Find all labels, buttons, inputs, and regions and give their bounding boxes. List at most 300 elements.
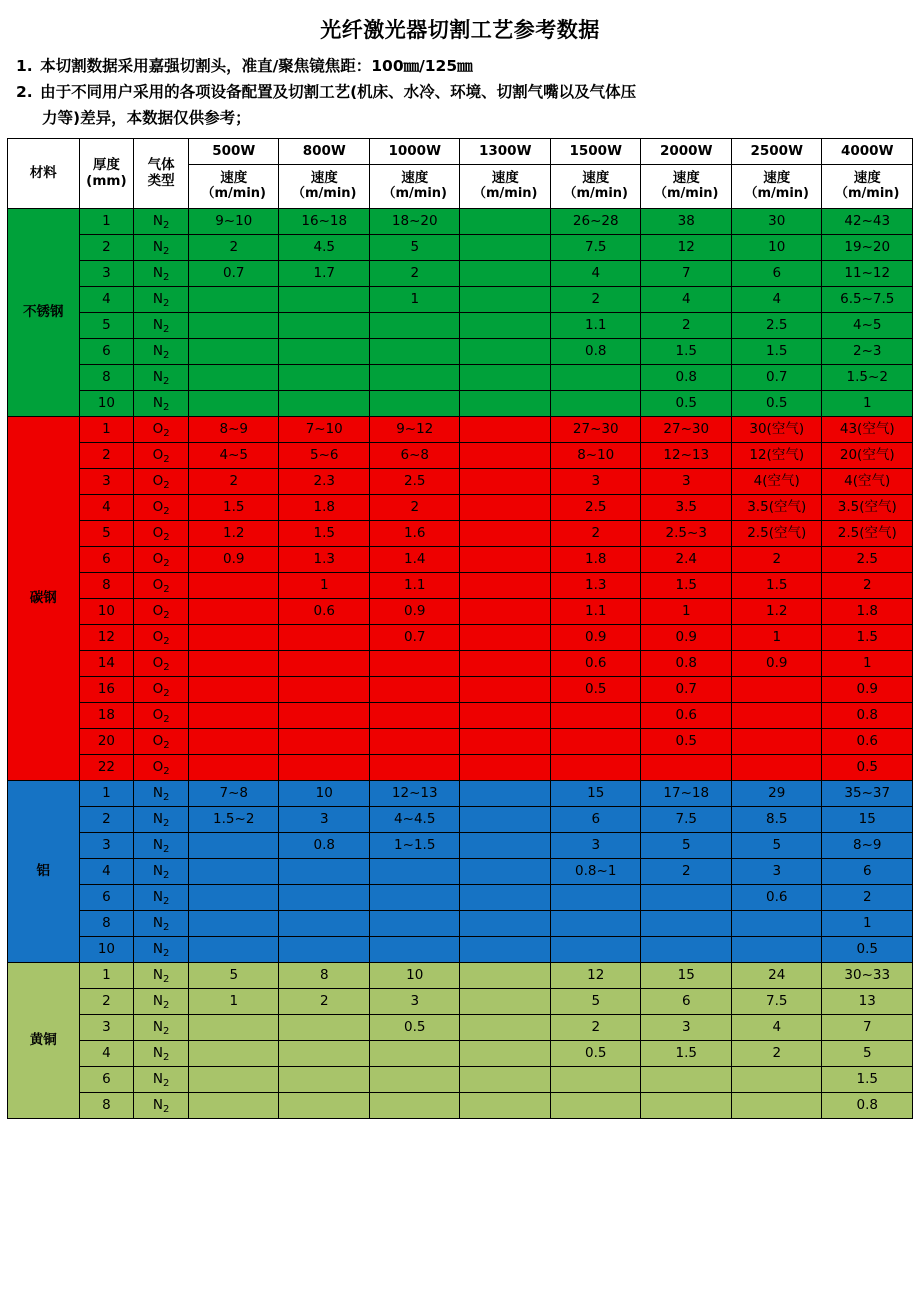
speed-cell-2500w [731,937,822,963]
speed-cell-2000w: 17~18 [641,781,732,807]
header-speed-1300w [460,165,551,209]
speed-cell-1300w [460,755,551,781]
speed-cell-1000w [369,703,460,729]
table-row [8,703,913,729]
speed-cell-1500w: 3 [550,469,641,495]
speed-unit: （m/min) [744,185,809,201]
table-row [8,1041,913,1067]
gas-cell: $N_2$ [134,209,189,235]
speed-cell-500w: 1.2 [188,521,279,547]
speed-cell-500w: 2 [188,235,279,261]
speed-cell-1500w: 2.5 [550,495,641,521]
gas-cell: $O_2$ [134,677,189,703]
speed-cell-2500w: 30(空气) [731,417,822,443]
speed-cell-1000w: 10 [369,963,460,989]
speed-cell-2500w [731,755,822,781]
speed-cell-1000w: 1~1.5 [369,833,460,859]
speed-cell-2000w: 2.5~3 [641,521,732,547]
thickness-cell: 3 [79,833,134,859]
speed-label: 速度 [401,170,429,187]
speed-label: 速度 [672,170,700,187]
speed-cell-4000w: 1.8 [822,599,913,625]
speed-cell-500w [188,1015,279,1041]
speed-cell-500w [188,859,279,885]
speed-cell-1300w [460,651,551,677]
speed-cell-2500w: 4 [731,287,822,313]
speed-cell-2000w [641,937,732,963]
speed-cell-2000w: 5 [641,833,732,859]
speed-cell-4000w: 1.5 [822,625,913,651]
speed-cell-4000w: 0.5 [822,937,913,963]
speed-cell-2000w: 3.5 [641,495,732,521]
speed-cell-1500w: 7.5 [550,235,641,261]
speed-cell-800w: 4.5 [279,235,370,261]
speed-cell-4000w: 7 [822,1015,913,1041]
speed-cell-4000w: 1 [822,391,913,417]
speed-cell-1500w: 0.6 [550,651,641,677]
speed-cell-1000w: 9~12 [369,417,460,443]
gas-cell: $N_2$ [134,391,189,417]
header-power-800w: 800W [279,139,370,165]
speed-cell-1000w: 3 [369,989,460,1015]
speed-cell-2000w: 7 [641,261,732,287]
speed-cell-500w: 5 [188,963,279,989]
speed-cell-800w: 1.7 [279,261,370,287]
speed-cell-500w: 9~10 [188,209,279,235]
thickness-cell: 4 [79,859,134,885]
speed-cell-800w [279,729,370,755]
speed-cell-2500w: 0.7 [731,365,822,391]
table-row [8,729,913,755]
table-row [8,469,913,495]
speed-cell-1500w: 1.1 [550,599,641,625]
speed-cell-1000w: 2.5 [369,469,460,495]
speed-cell-800w: 0.8 [279,833,370,859]
gas-cell: $O_2$ [134,547,189,573]
speed-cell-2500w: 2 [731,1041,822,1067]
speed-cell-1300w [460,1041,551,1067]
speed-cell-2000w: 0.6 [641,703,732,729]
table-row [8,209,913,235]
gas-cell: $N_2$ [134,781,189,807]
gas-cell: $N_2$ [134,1041,189,1067]
speed-cell-2000w: 27~30 [641,417,732,443]
table-row [8,521,913,547]
thickness-cell: 3 [79,469,134,495]
table-row [8,235,913,261]
speed-cell-1500w: 8~10 [550,443,641,469]
speed-cell-2000w: 0.9 [641,625,732,651]
speed-cell-500w: 2 [188,469,279,495]
table-row [8,1015,913,1041]
speed-cell-800w: 0.6 [279,599,370,625]
cutting-parameters-table [7,138,913,1119]
table-row [8,781,913,807]
speed-cell-800w [279,365,370,391]
speed-cell-4000w: 2.5 [822,547,913,573]
speed-cell-500w: 4~5 [188,443,279,469]
note-2-number: 2. [16,83,33,102]
speed-cell-1000w [369,677,460,703]
speed-cell-1300w [460,1067,551,1093]
speed-cell-1300w [460,287,551,313]
speed-cell-1300w [460,989,551,1015]
speed-cell-1500w: 27~30 [550,417,641,443]
speed-cell-2500w [731,677,822,703]
speed-cell-2500w: 6 [731,261,822,287]
speed-label: 速度 [763,170,791,187]
speed-cell-1300w [460,1015,551,1041]
speed-cell-500w [188,677,279,703]
speed-cell-2000w: 1 [641,599,732,625]
table-row [8,573,913,599]
speed-cell-2000w: 4 [641,287,732,313]
gas-cell: $N_2$ [134,365,189,391]
speed-cell-4000w: 6 [822,859,913,885]
thickness-cell: 20 [79,729,134,755]
speed-cell-1500w: 3 [550,833,641,859]
gas-cell: $O_2$ [134,703,189,729]
speed-cell-500w [188,599,279,625]
material-cell: 铝 [8,781,80,963]
speed-cell-2000w: 0.5 [641,729,732,755]
speed-unit: （m/min) [291,185,357,201]
table-row [8,911,913,937]
gas-cell: $O_2$ [134,469,189,495]
gas-cell: $O_2$ [134,573,189,599]
speed-cell-1500w: 2 [550,287,641,313]
speed-cell-4000w: 15 [822,807,913,833]
speed-cell-800w [279,677,370,703]
speed-cell-500w [188,573,279,599]
speed-cell-500w [188,729,279,755]
speed-cell-1500w: 1.3 [550,573,641,599]
notes-block [0,54,920,130]
speed-cell-2000w: 15 [641,963,732,989]
speed-cell-2500w: 2.5(空气) [731,521,822,547]
speed-cell-500w: 1.5 [188,495,279,521]
thickness-cell: 10 [79,391,134,417]
speed-cell-2000w: 1.5 [641,1041,732,1067]
speed-cell-1000w: 2 [369,495,460,521]
speed-cell-500w [188,833,279,859]
speed-cell-4000w: 0.8 [822,703,913,729]
speed-cell-1000w [369,313,460,339]
speed-cell-1300w [460,885,551,911]
thickness-cell: 4 [79,1041,134,1067]
header-speed-2500w [731,165,822,209]
table-row [8,443,913,469]
speed-cell-1000w: 18~20 [369,209,460,235]
speed-cell-2500w: 2 [731,547,822,573]
table-row [8,391,913,417]
gas-cell: $N_2$ [134,807,189,833]
header-speed-800w [279,165,370,209]
gas-cell: $N_2$ [134,963,189,989]
gas-cell: $N_2$ [134,937,189,963]
speed-cell-4000w: 42~43 [822,209,913,235]
speed-cell-4000w: 0.6 [822,729,913,755]
note-2-text: 由于不同用户采用的各项设备配置及切割工艺(机床、水冷、环境、切割气嘴以及气体压 [40,83,637,102]
header-power-500w: 500W [188,139,279,165]
speed-cell-2000w: 0.8 [641,365,732,391]
speed-cell-500w [188,937,279,963]
speed-cell-2500w: 24 [731,963,822,989]
thickness-cell: 1 [79,963,134,989]
speed-cell-2500w: 30 [731,209,822,235]
speed-cell-1000w [369,885,460,911]
speed-cell-500w [188,1041,279,1067]
note-1-text: 本切割数据采用嘉强切割头，准直/聚焦镜焦距：100㎜/125㎜ [40,57,473,75]
speed-cell-2000w: 2 [641,313,732,339]
speed-cell-2000w [641,755,732,781]
speed-cell-1000w: 0.5 [369,1015,460,1041]
speed-cell-1000w [369,859,460,885]
speed-cell-800w: 1 [279,573,370,599]
speed-cell-800w: 2 [279,989,370,1015]
speed-cell-800w [279,1067,370,1093]
speed-unit: （m/min) [563,185,628,201]
speed-cell-1500w [550,885,641,911]
speed-cell-800w [279,313,370,339]
speed-cell-500w [188,703,279,729]
speed-cell-500w [188,287,279,313]
speed-cell-1000w: 1.1 [369,573,460,599]
speed-cell-4000w: 1 [822,651,913,677]
speed-cell-1000w [369,651,460,677]
speed-cell-1500w: 0.9 [550,625,641,651]
thickness-cell: 1 [79,417,134,443]
speed-cell-800w [279,625,370,651]
thickness-cell: 3 [79,1015,134,1041]
speed-cell-4000w: 5 [822,1041,913,1067]
speed-cell-1500w: 2 [550,521,641,547]
thickness-cell: 14 [79,651,134,677]
speed-cell-1300w [460,261,551,287]
speed-cell-1500w: 1.8 [550,547,641,573]
speed-cell-1500w: 6 [550,807,641,833]
header-speed-4000w [822,165,913,209]
speed-cell-1300w [460,339,551,365]
speed-cell-1300w [460,313,551,339]
note-1-number: 1. [16,57,33,75]
thickness-cell: 2 [79,443,134,469]
speed-cell-500w [188,391,279,417]
speed-cell-800w: 8 [279,963,370,989]
speed-cell-800w: 3 [279,807,370,833]
speed-cell-800w [279,651,370,677]
speed-cell-800w [279,287,370,313]
table-row [8,313,913,339]
speed-cell-1500w: 26~28 [550,209,641,235]
speed-cell-2500w: 1 [731,625,822,651]
header-speed-2000w [641,165,732,209]
material-cell: 碳钢 [8,417,80,781]
speed-cell-800w [279,755,370,781]
speed-cell-4000w: 13 [822,989,913,1015]
speed-cell-1000w: 6~8 [369,443,460,469]
speed-cell-800w [279,703,370,729]
thickness-cell: 1 [79,209,134,235]
speed-cell-800w [279,911,370,937]
speed-cell-2000w: 12~13 [641,443,732,469]
speed-cell-1500w [550,937,641,963]
table-row [8,547,913,573]
speed-label: 速度 [582,170,610,187]
speed-cell-1000w: 12~13 [369,781,460,807]
table-row [8,859,913,885]
speed-label: 速度 [491,170,519,187]
thickness-cell: 4 [79,287,134,313]
speed-cell-500w [188,755,279,781]
speed-cell-500w [188,885,279,911]
thickness-cell: 18 [79,703,134,729]
gas-cell: $N_2$ [134,859,189,885]
speed-cell-2500w: 12(空气) [731,443,822,469]
speed-cell-1500w: 12 [550,963,641,989]
gas-cell: $O_2$ [134,625,189,651]
speed-cell-4000w: 30~33 [822,963,913,989]
gas-cell: $N_2$ [134,833,189,859]
speed-cell-800w [279,1041,370,1067]
speed-cell-1000w [369,1093,460,1119]
speed-cell-2500w: 10 [731,235,822,261]
table-row [8,261,913,287]
speed-cell-2500w [731,703,822,729]
header-thickness-line2: (mm) [86,172,127,189]
speed-cell-4000w: 19~20 [822,235,913,261]
speed-cell-1500w [550,1067,641,1093]
speed-cell-1300w [460,963,551,989]
gas-cell: $O_2$ [134,651,189,677]
table-row [8,989,913,1015]
speed-cell-1300w [460,417,551,443]
speed-cell-1300w [460,443,551,469]
speed-cell-2000w: 2.4 [641,547,732,573]
speed-cell-500w [188,313,279,339]
thickness-cell: 8 [79,1093,134,1119]
speed-cell-4000w: 20(空气) [822,443,913,469]
speed-cell-2500w [731,729,822,755]
speed-cell-800w: 5~6 [279,443,370,469]
gas-cell: $N_2$ [134,989,189,1015]
speed-cell-2500w: 3 [731,859,822,885]
thickness-cell: 10 [79,937,134,963]
speed-unit: （m/min) [653,185,719,201]
speed-cell-1300w [460,365,551,391]
header-row-power [8,139,913,165]
speed-cell-2500w [731,911,822,937]
speed-cell-1500w [550,365,641,391]
speed-cell-1500w [550,391,641,417]
gas-cell: $N_2$ [134,1093,189,1119]
speed-cell-1000w: 0.7 [369,625,460,651]
speed-cell-1300w [460,495,551,521]
speed-cell-1000w [369,755,460,781]
speed-cell-1500w [550,703,641,729]
speed-cell-1500w: 2 [550,1015,641,1041]
table-row [8,833,913,859]
speed-cell-1000w [369,365,460,391]
thickness-cell: 16 [79,677,134,703]
thickness-cell: 2 [79,235,134,261]
header-gas-line1: 气体 [147,157,175,174]
thickness-cell: 8 [79,573,134,599]
speed-cell-1300w [460,703,551,729]
speed-cell-1000w [369,937,460,963]
speed-cell-2500w: 7.5 [731,989,822,1015]
header-material: 材料 [8,139,80,209]
speed-cell-500w: 1 [188,989,279,1015]
speed-cell-1300w [460,599,551,625]
note-line-2 [16,80,906,104]
thickness-cell: 12 [79,625,134,651]
speed-cell-800w: 1.5 [279,521,370,547]
table-row [8,1093,913,1119]
header-gas-type [134,139,189,209]
gas-cell: $N_2$ [134,911,189,937]
speed-cell-1000w [369,339,460,365]
gas-cell: $O_2$ [134,599,189,625]
speed-cell-2000w: 0.5 [641,391,732,417]
speed-cell-4000w: 0.5 [822,755,913,781]
speed-cell-800w [279,937,370,963]
gas-cell: $N_2$ [134,313,189,339]
speed-cell-800w [279,1015,370,1041]
speed-cell-4000w: 6.5~7.5 [822,287,913,313]
thickness-cell: 8 [79,911,134,937]
header-thickness [79,139,134,209]
speed-cell-2500w: 4 [731,1015,822,1041]
speed-cell-500w [188,911,279,937]
speed-cell-4000w: 8~9 [822,833,913,859]
speed-cell-1000w [369,1041,460,1067]
speed-cell-800w [279,1093,370,1119]
speed-cell-2500w: 8.5 [731,807,822,833]
header-power-2000w: 2000W [641,139,732,165]
speed-cell-1300w [460,521,551,547]
speed-cell-1300w [460,833,551,859]
header-power-1500w: 1500W [550,139,641,165]
speed-cell-1300w [460,859,551,885]
table-row [8,417,913,443]
speed-cell-4000w: 0.8 [822,1093,913,1119]
material-cell: 不锈钢 [8,209,80,417]
gas-cell: $N_2$ [134,235,189,261]
speed-cell-800w [279,859,370,885]
table-row [8,885,913,911]
gas-cell: $O_2$ [134,417,189,443]
gas-cell: $N_2$ [134,885,189,911]
speed-cell-1000w [369,1067,460,1093]
speed-cell-1500w: 1.1 [550,313,641,339]
speed-cell-2000w [641,885,732,911]
speed-cell-2500w: 0.5 [731,391,822,417]
speed-cell-1500w: 0.8~1 [550,859,641,885]
speed-cell-4000w: 2~3 [822,339,913,365]
speed-cell-2500w: 1.2 [731,599,822,625]
speed-cell-500w [188,1067,279,1093]
speed-cell-500w: 0.7 [188,261,279,287]
speed-cell-2000w [641,1093,732,1119]
speed-cell-2500w: 1.5 [731,573,822,599]
speed-cell-4000w: 43(空气) [822,417,913,443]
speed-cell-1000w: 1.4 [369,547,460,573]
gas-cell: $N_2$ [134,1015,189,1041]
speed-cell-2000w: 1.5 [641,339,732,365]
speed-cell-800w [279,391,370,417]
speed-cell-1000w: 2 [369,261,460,287]
